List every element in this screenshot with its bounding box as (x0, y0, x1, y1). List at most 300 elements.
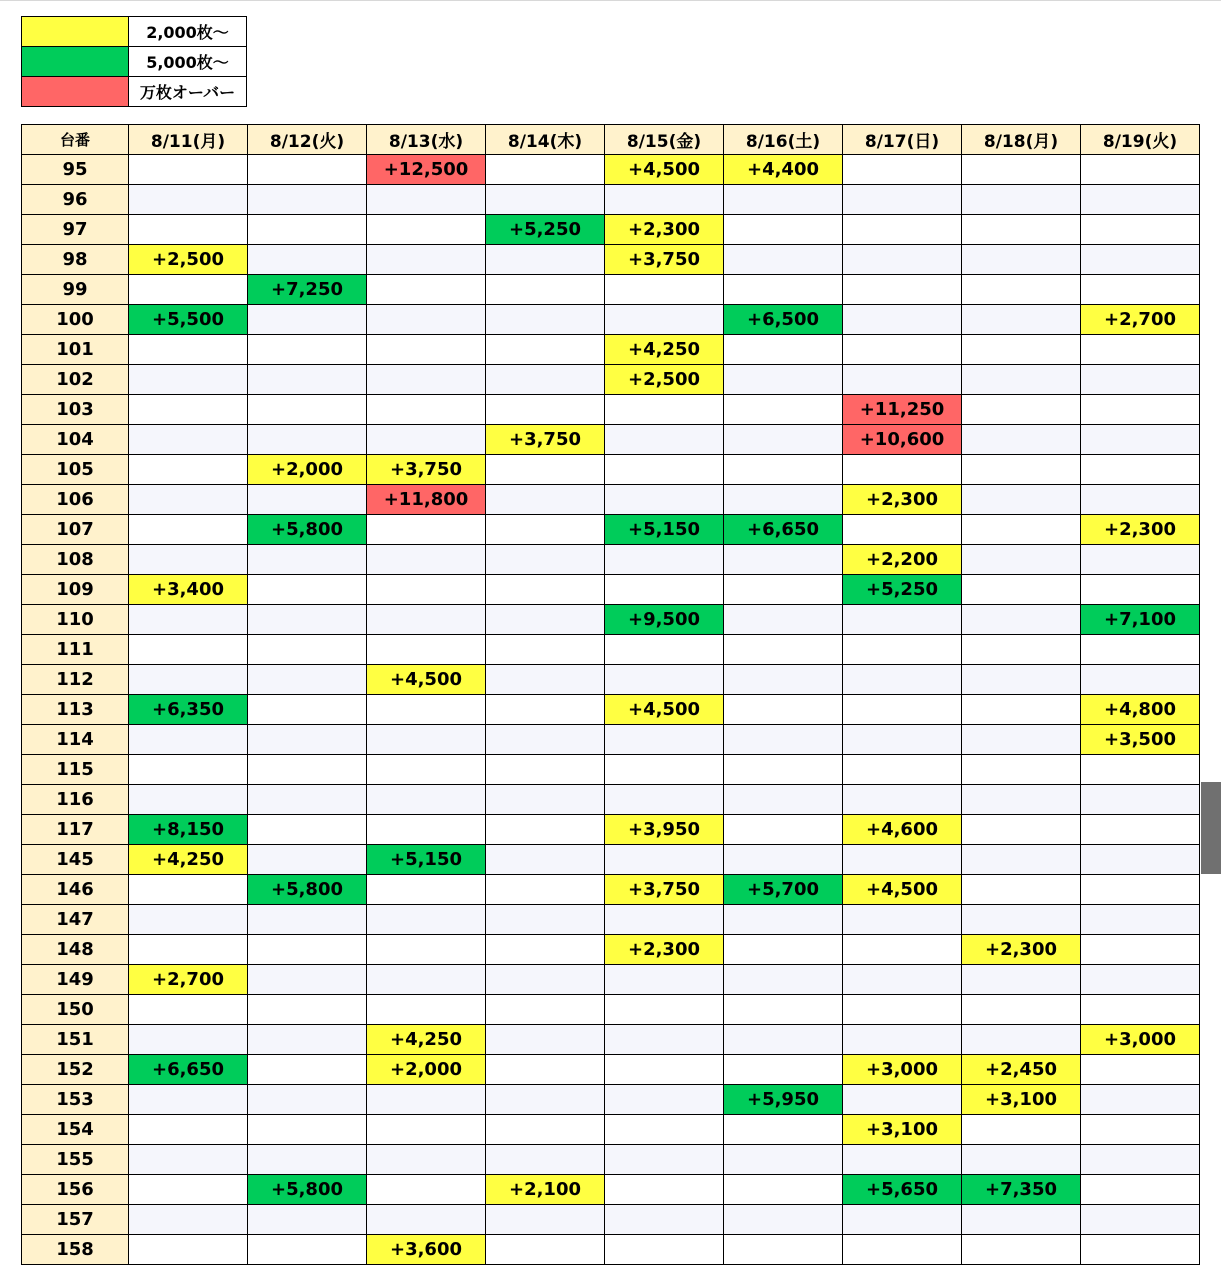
machine-number-cell: 100 (22, 305, 129, 335)
result-cell (486, 605, 605, 635)
result-cell: +4,500 (605, 695, 724, 725)
machine-number-cell: 97 (22, 215, 129, 245)
result-cell (248, 335, 367, 365)
legend-row-2000 (22, 17, 247, 47)
result-cell (248, 305, 367, 335)
result-cell (843, 515, 962, 545)
result-cell (1081, 995, 1200, 1025)
result-cell (724, 935, 843, 965)
result-cell (962, 185, 1081, 215)
result-cell (962, 335, 1081, 365)
table-row (22, 545, 1200, 575)
result-cell (486, 455, 605, 485)
legend-swatch-yellow (22, 17, 129, 47)
result-cell (962, 845, 1081, 875)
result-cell (962, 455, 1081, 485)
result-cell (605, 305, 724, 335)
result-cell (367, 515, 486, 545)
result-cell (724, 335, 843, 365)
result-cell (129, 1235, 248, 1265)
result-cell (367, 365, 486, 395)
result-cell (486, 335, 605, 365)
result-cell (129, 935, 248, 965)
result-cell (724, 485, 843, 515)
table-body (22, 155, 1200, 1265)
result-cell (724, 785, 843, 815)
table-row (22, 1205, 1200, 1235)
table-row (22, 845, 1200, 875)
result-cell: +3,750 (605, 875, 724, 905)
result-cell (1081, 275, 1200, 305)
result-cell (486, 365, 605, 395)
result-cell (1081, 485, 1200, 515)
result-cell: +3,100 (962, 1085, 1081, 1115)
result-cell (962, 815, 1081, 845)
result-cell (1081, 245, 1200, 275)
result-cell (129, 1085, 248, 1115)
result-cell (367, 245, 486, 275)
result-cell (367, 395, 486, 425)
result-cell (1081, 1055, 1200, 1085)
result-cell (486, 935, 605, 965)
result-cell (724, 845, 843, 875)
result-cell (367, 1085, 486, 1115)
result-cell: +5,700 (724, 875, 843, 905)
result-cell (248, 485, 367, 515)
result-cell (962, 755, 1081, 785)
result-cell (962, 215, 1081, 245)
result-cell (367, 695, 486, 725)
result-cell: +4,500 (843, 875, 962, 905)
machine-number-cell: 110 (22, 605, 129, 635)
result-cell (367, 1175, 486, 1205)
result-cell (605, 785, 724, 815)
machine-number-cell: 111 (22, 635, 129, 665)
result-cell (248, 575, 367, 605)
result-cell: +4,500 (367, 665, 486, 695)
result-cell (248, 605, 367, 635)
result-cell (1081, 665, 1200, 695)
result-cell: +4,250 (129, 845, 248, 875)
result-cell (248, 365, 367, 395)
result-cell (843, 155, 962, 185)
result-cell (1081, 455, 1200, 485)
machine-number-cell: 104 (22, 425, 129, 455)
result-cell: +3,500 (1081, 725, 1200, 755)
result-cell: +3,750 (486, 425, 605, 455)
result-cell (248, 965, 367, 995)
result-cell: +5,800 (248, 875, 367, 905)
result-cell (962, 275, 1081, 305)
result-cell (962, 155, 1081, 185)
result-cell (843, 305, 962, 335)
table-row (22, 575, 1200, 605)
result-cell (962, 695, 1081, 725)
result-cell (724, 245, 843, 275)
result-cell (962, 905, 1081, 935)
result-cell (486, 1025, 605, 1055)
result-cell: +5,800 (248, 515, 367, 545)
result-cell: +2,700 (1081, 305, 1200, 335)
result-cell: +7,250 (248, 275, 367, 305)
result-cell (1081, 1085, 1200, 1115)
result-cell (843, 845, 962, 875)
result-cell (129, 755, 248, 785)
result-cell (962, 785, 1081, 815)
result-cell (248, 815, 367, 845)
header-row (22, 125, 1200, 155)
result-cell (724, 725, 843, 755)
result-cell (843, 785, 962, 815)
result-cell: +2,700 (129, 965, 248, 995)
result-cell (1081, 845, 1200, 875)
result-cell (605, 1235, 724, 1265)
result-cell (129, 905, 248, 935)
result-cell (129, 1025, 248, 1055)
result-cell (843, 245, 962, 275)
result-cell (605, 1055, 724, 1085)
result-cell (248, 635, 367, 665)
result-cell (962, 995, 1081, 1025)
result-cell (1081, 755, 1200, 785)
result-cell (843, 335, 962, 365)
result-cell: +4,500 (605, 155, 724, 185)
result-cell (605, 995, 724, 1025)
result-cell (367, 995, 486, 1025)
result-cell (129, 365, 248, 395)
result-cell (129, 1205, 248, 1235)
result-cell (724, 1235, 843, 1265)
result-cell (724, 365, 843, 395)
result-cell (1081, 875, 1200, 905)
result-cell (843, 1025, 962, 1055)
vertical-scrollbar-track[interactable] (1201, 124, 1221, 1265)
result-cell (962, 1145, 1081, 1175)
table-row (22, 1025, 1200, 1055)
result-cell (486, 785, 605, 815)
result-cell (724, 1115, 843, 1145)
result-cell (605, 1025, 724, 1055)
result-cell (843, 1085, 962, 1115)
result-cell (724, 1145, 843, 1175)
result-cell (843, 215, 962, 245)
result-cell (962, 485, 1081, 515)
result-cell (724, 455, 843, 485)
result-cell (962, 605, 1081, 635)
result-cell (962, 305, 1081, 335)
column-header-date: 8/16(土) (724, 125, 843, 155)
result-cell: +12,500 (367, 155, 486, 185)
result-cell (724, 545, 843, 575)
result-cell (724, 695, 843, 725)
result-cell (486, 185, 605, 215)
machine-number-cell: 108 (22, 545, 129, 575)
result-cell (486, 1145, 605, 1175)
result-cell (129, 665, 248, 695)
result-cell: +2,300 (605, 935, 724, 965)
result-cell: +5,950 (724, 1085, 843, 1115)
machine-number-cell: 145 (22, 845, 129, 875)
result-cell (1081, 545, 1200, 575)
result-cell: +4,250 (367, 1025, 486, 1055)
result-cell (367, 545, 486, 575)
result-cell (962, 725, 1081, 755)
legend-label-2000: 2,000枚～ (129, 17, 247, 47)
result-cell: +5,500 (129, 305, 248, 335)
table-row (22, 755, 1200, 785)
result-cell (367, 875, 486, 905)
table-row (22, 1235, 1200, 1265)
result-cell (248, 545, 367, 575)
result-cell (129, 605, 248, 635)
result-cell (248, 995, 367, 1025)
column-header-date: 8/17(日) (843, 125, 962, 155)
result-cell (605, 275, 724, 305)
result-cell: +3,950 (605, 815, 724, 845)
result-cell (486, 1235, 605, 1265)
result-cell (129, 1145, 248, 1175)
color-legend (21, 16, 247, 107)
result-cell (605, 395, 724, 425)
machine-number-cell: 107 (22, 515, 129, 545)
table-row (22, 1085, 1200, 1115)
table-row (22, 785, 1200, 815)
result-cell (367, 425, 486, 455)
result-cell (248, 665, 367, 695)
result-cell (843, 995, 962, 1025)
machine-number-cell: 156 (22, 1175, 129, 1205)
table-row (22, 635, 1200, 665)
result-cell (605, 905, 724, 935)
result-cell (367, 815, 486, 845)
result-cell (129, 335, 248, 365)
result-cell (486, 905, 605, 935)
result-cell (367, 185, 486, 215)
result-cell (605, 1175, 724, 1205)
result-cell (248, 785, 367, 815)
result-cell (962, 425, 1081, 455)
column-header-date: 8/19(火) (1081, 125, 1200, 155)
result-cell (486, 665, 605, 695)
result-cell (843, 455, 962, 485)
result-cell: +2,500 (605, 365, 724, 395)
machine-number-cell: 95 (22, 155, 129, 185)
result-cell (605, 1115, 724, 1145)
table-row (22, 695, 1200, 725)
result-cell (248, 425, 367, 455)
result-cell: +3,100 (843, 1115, 962, 1145)
machine-number-cell: 106 (22, 485, 129, 515)
result-cell (605, 755, 724, 785)
result-cell (605, 1085, 724, 1115)
column-header-machine-number: 台番 (22, 125, 129, 155)
machine-number-cell: 109 (22, 575, 129, 605)
result-cell (962, 1205, 1081, 1235)
result-cell: +6,650 (129, 1055, 248, 1085)
table-row (22, 215, 1200, 245)
result-cell: +5,150 (605, 515, 724, 545)
machine-number-cell: 152 (22, 1055, 129, 1085)
table-row (22, 1145, 1200, 1175)
machine-number-cell: 114 (22, 725, 129, 755)
machine-number-cell: 102 (22, 365, 129, 395)
result-cell: +4,600 (843, 815, 962, 845)
result-cell (129, 725, 248, 755)
result-cell (843, 725, 962, 755)
result-cell (1081, 1115, 1200, 1145)
result-cell (486, 275, 605, 305)
result-cell (962, 965, 1081, 995)
result-cell (843, 965, 962, 995)
result-cell (367, 965, 486, 995)
result-cell (248, 755, 367, 785)
result-cell (248, 1205, 367, 1235)
machine-number-cell: 155 (22, 1145, 129, 1175)
result-cell (962, 395, 1081, 425)
machine-number-cell: 153 (22, 1085, 129, 1115)
result-cell (724, 635, 843, 665)
result-cell (367, 725, 486, 755)
machine-number-cell: 149 (22, 965, 129, 995)
result-cell (962, 575, 1081, 605)
result-cell (367, 1115, 486, 1145)
result-cell (724, 995, 843, 1025)
legend-label-10000: 万枚オーバー (129, 77, 247, 107)
result-cell (367, 635, 486, 665)
result-cell (248, 1055, 367, 1085)
result-cell (1081, 785, 1200, 815)
result-cell (962, 1115, 1081, 1145)
result-cell (248, 1235, 367, 1265)
top-border-line (0, 0, 1221, 1)
result-cell (1081, 815, 1200, 845)
result-cell (486, 815, 605, 845)
table-row (22, 1115, 1200, 1145)
result-cell (605, 545, 724, 575)
result-cell (486, 755, 605, 785)
result-cell (486, 1115, 605, 1145)
result-cell (843, 635, 962, 665)
legend-row-10000 (22, 77, 247, 107)
result-cell (843, 185, 962, 215)
machine-number-cell: 146 (22, 875, 129, 905)
table-row (22, 455, 1200, 485)
result-cell (486, 545, 605, 575)
machine-number-cell: 117 (22, 815, 129, 845)
result-cell: +2,000 (367, 1055, 486, 1085)
result-cell: +11,800 (367, 485, 486, 515)
result-cell (605, 455, 724, 485)
legend-label-5000: 5,000枚～ (129, 47, 247, 77)
result-cell: +2,500 (129, 245, 248, 275)
result-cell: +4,250 (605, 335, 724, 365)
vertical-scrollbar-thumb[interactable] (1201, 782, 1221, 874)
result-cell (367, 275, 486, 305)
result-cell (367, 305, 486, 335)
table-row (22, 935, 1200, 965)
result-cell (129, 395, 248, 425)
result-cell (962, 1235, 1081, 1265)
table-row (22, 305, 1200, 335)
result-cell: +2,100 (486, 1175, 605, 1205)
table-row (22, 185, 1200, 215)
result-cell (486, 155, 605, 185)
result-cell (367, 1145, 486, 1175)
result-cell (605, 1145, 724, 1175)
machine-number-cell: 151 (22, 1025, 129, 1055)
result-cell (248, 695, 367, 725)
legend-swatch-green (22, 47, 129, 77)
result-cell (248, 395, 367, 425)
result-cell (129, 635, 248, 665)
result-cell: +8,150 (129, 815, 248, 845)
result-cell: +5,250 (843, 575, 962, 605)
table-row (22, 1055, 1200, 1085)
result-cell: +4,400 (724, 155, 843, 185)
result-cell (248, 1025, 367, 1055)
result-cell (724, 215, 843, 245)
result-cell (367, 755, 486, 785)
table-row (22, 605, 1200, 635)
result-cell (1081, 365, 1200, 395)
result-cell (962, 875, 1081, 905)
result-cell (724, 185, 843, 215)
result-cell (843, 665, 962, 695)
result-cell (843, 1235, 962, 1265)
result-cell (605, 845, 724, 875)
result-cell: +6,500 (724, 305, 843, 335)
result-cell (248, 215, 367, 245)
table-row (22, 905, 1200, 935)
result-cell (129, 1115, 248, 1145)
result-cell: +2,300 (605, 215, 724, 245)
result-cell (724, 755, 843, 785)
table-row (22, 365, 1200, 395)
table-row (22, 275, 1200, 305)
result-cell (486, 395, 605, 425)
result-cell (962, 635, 1081, 665)
table-row (22, 875, 1200, 905)
result-cell (248, 725, 367, 755)
result-cell (1081, 905, 1200, 935)
result-cell (1081, 1175, 1200, 1205)
column-header-date: 8/15(金) (605, 125, 724, 155)
result-cell (724, 1055, 843, 1085)
result-cell: +4,800 (1081, 695, 1200, 725)
result-cell: +5,650 (843, 1175, 962, 1205)
result-cell (129, 995, 248, 1025)
result-cell (248, 1085, 367, 1115)
result-cell (843, 1145, 962, 1175)
result-cell: +2,300 (843, 485, 962, 515)
result-cell (248, 905, 367, 935)
table-row (22, 725, 1200, 755)
machine-number-cell: 157 (22, 1205, 129, 1235)
result-cell (129, 515, 248, 545)
result-cell (605, 965, 724, 995)
result-cell (367, 575, 486, 605)
column-header-date: 8/12(火) (248, 125, 367, 155)
result-cell (248, 1115, 367, 1145)
result-cell (486, 725, 605, 755)
result-cell (1081, 395, 1200, 425)
result-cell (1081, 155, 1200, 185)
table-row (22, 395, 1200, 425)
result-cell (605, 575, 724, 605)
table-row (22, 665, 1200, 695)
result-cell (1081, 215, 1200, 245)
result-cell (486, 485, 605, 515)
